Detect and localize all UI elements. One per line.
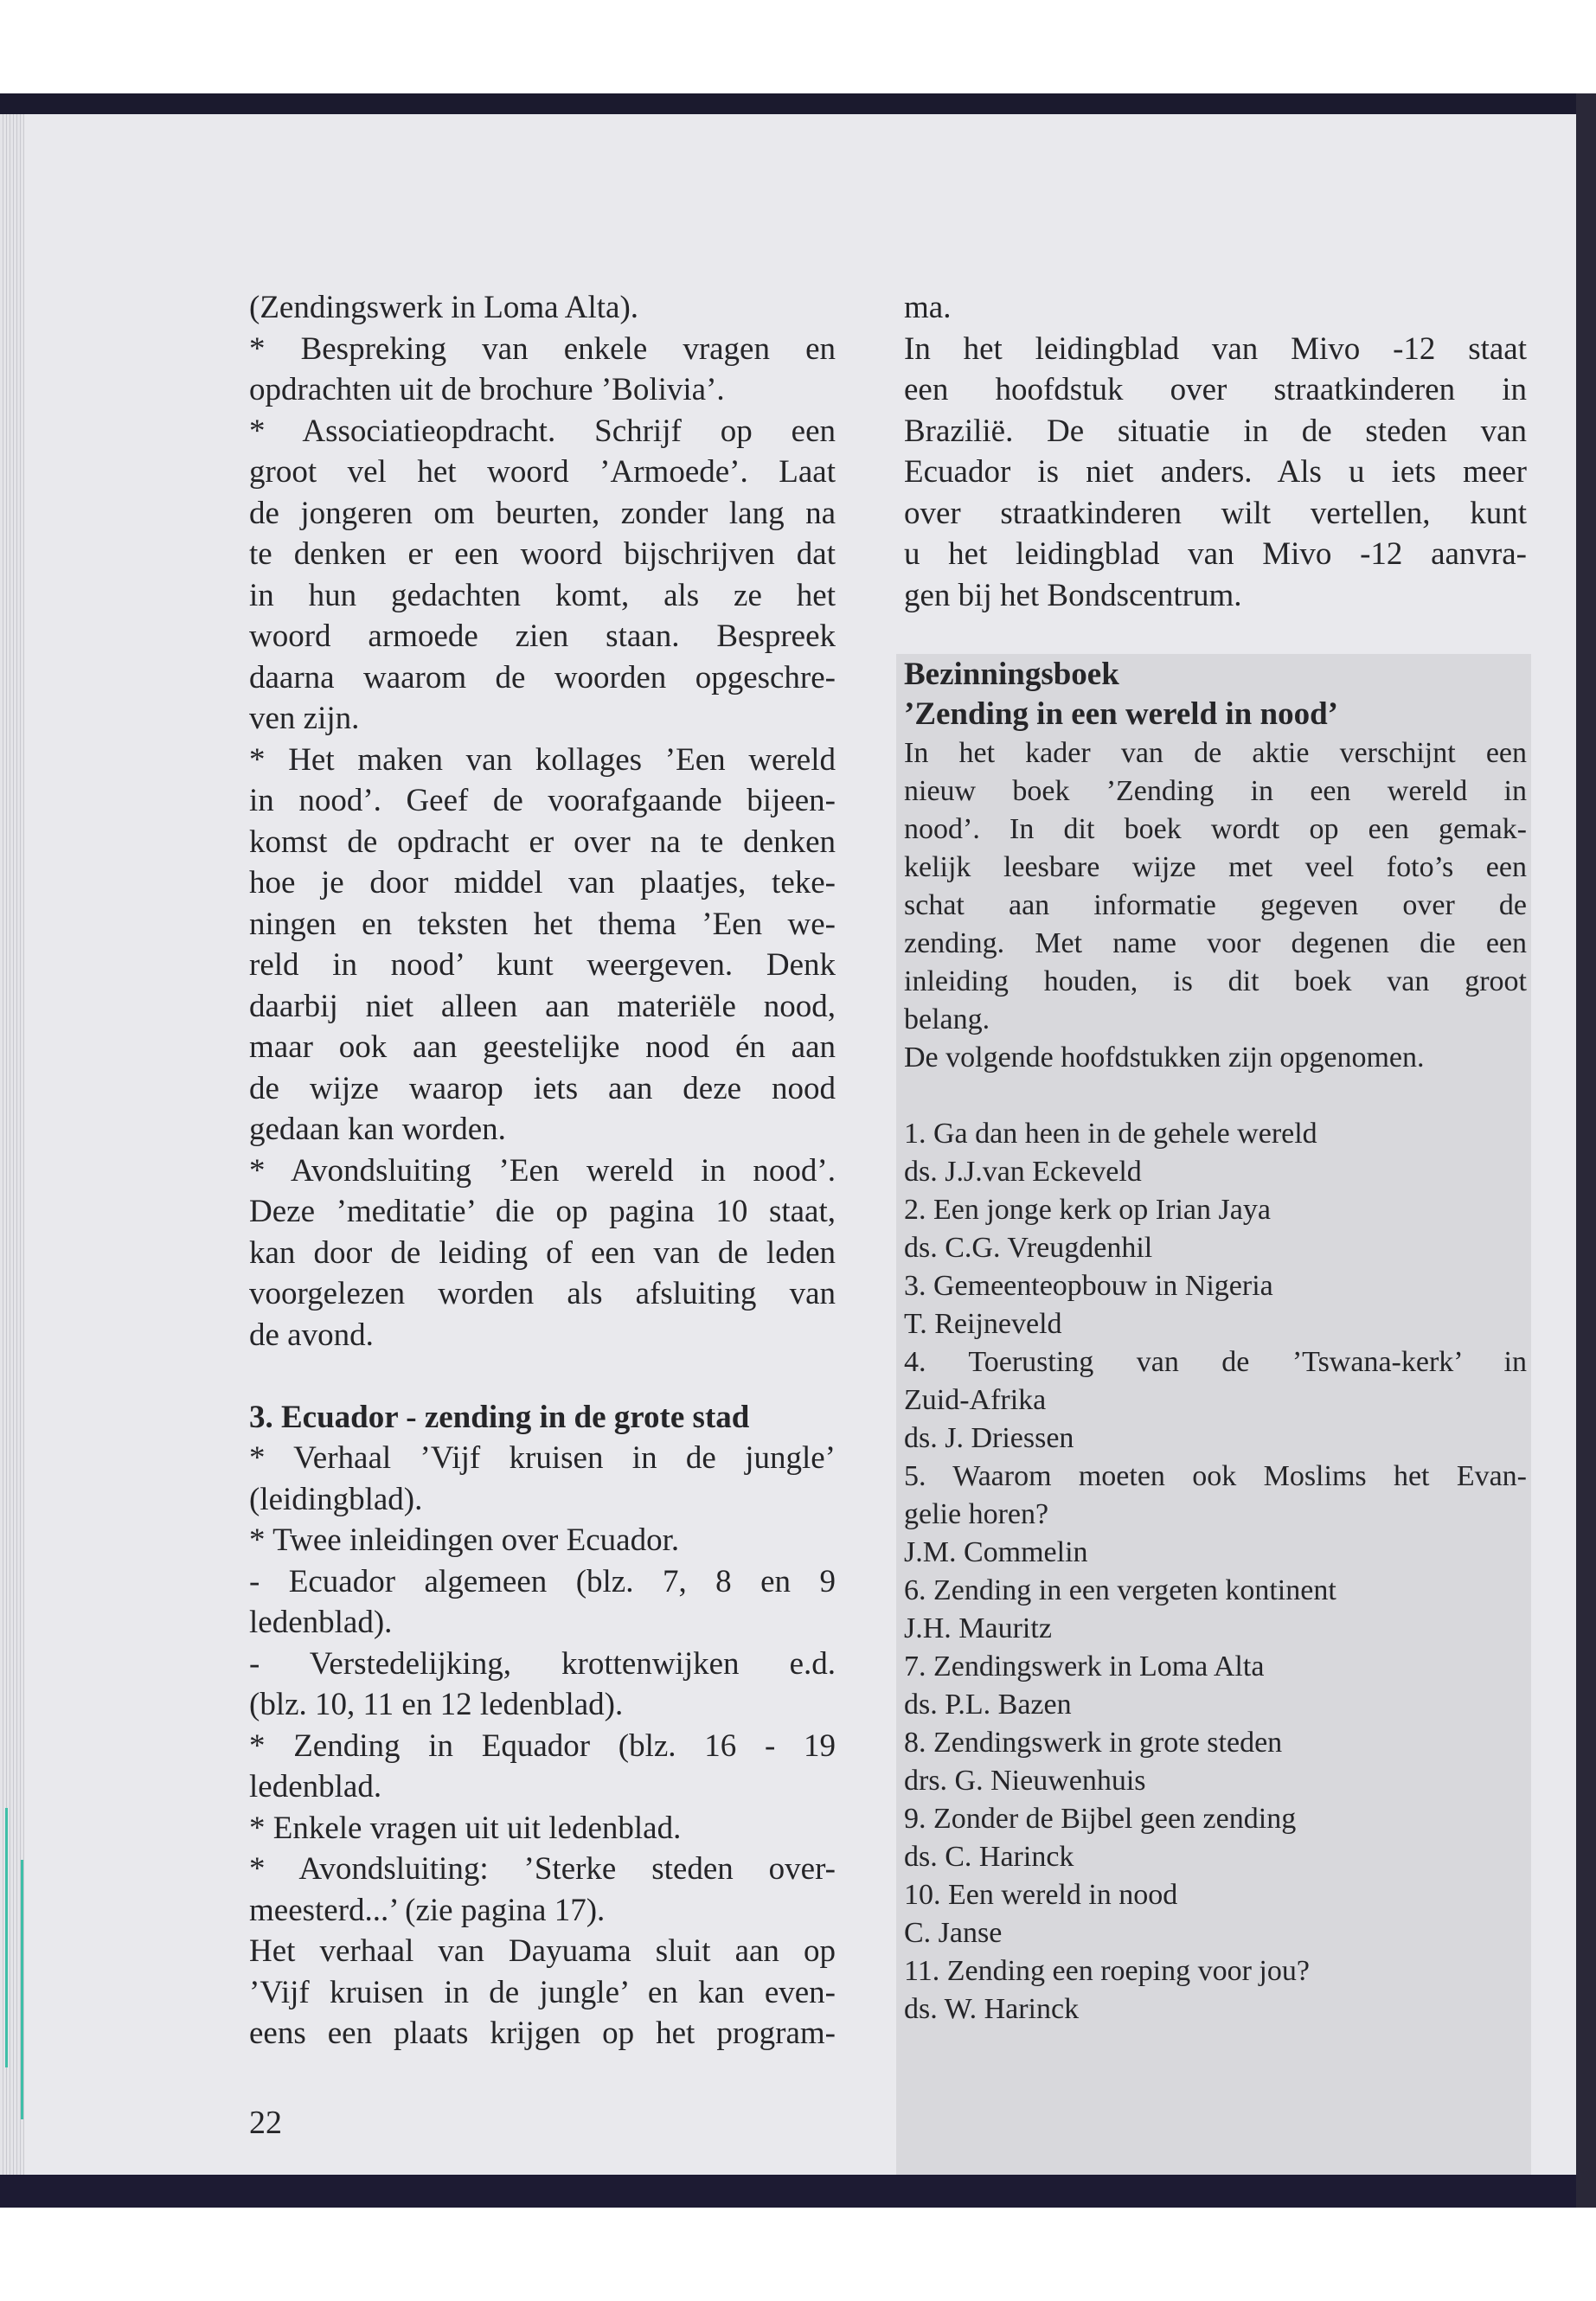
text-line: over straatkinderen wilt vertellen, kunt <box>904 495 1527 531</box>
chapter-author: drs. G. Nieuwenhuis <box>904 1765 1146 1797</box>
text-line: * Verhaal ’Vijf kruisen in de jungle’ <box>249 1440 836 1476</box>
text-line: maar ook aan geestelijke nood én aan <box>249 1029 836 1065</box>
text-line: voorgelezen worden als afsluiting van <box>249 1276 836 1311</box>
paragraph-gap <box>249 1356 836 1397</box>
paragraph-gap <box>904 1077 1527 1115</box>
scan-border-right <box>1576 93 1596 2208</box>
text-line: u het leidingblad van Mivo -12 aanvra- <box>904 536 1527 572</box>
chapter-title: 9. Zonder de Bijbel geen zending <box>904 1803 1297 1835</box>
box-heading: ’Zending in een wereld in nood’ <box>904 696 1338 732</box>
text-line: daarbij niet alleen aan materiële nood, <box>249 988 836 1024</box>
chapter-author: C. Janse <box>904 1917 1003 1949</box>
text-line: te denken er een woord bijschrijven dat <box>249 536 836 572</box>
text-line: gen bij het Bondscentrum. <box>904 577 1242 613</box>
chapter-title: 1. Ga dan heen in de gehele wereld <box>904 1118 1317 1150</box>
text-line: daarna waarom de woorden opgeschre- <box>249 659 836 695</box>
text-line: kelijk leesbare wijze met veel foto’s een <box>904 851 1527 883</box>
text-line: * Twee inleidingen over Ecuador. <box>249 1522 680 1558</box>
chapter-title: 11. Zending een roeping voor jou? <box>904 1955 1310 1987</box>
chapter-author: ds. W. Harinck <box>904 1993 1080 2025</box>
chapter-title: 7. Zendingswerk in Loma Alta <box>904 1650 1265 1682</box>
text-line: kan door de leiding of een van de leden <box>249 1234 836 1271</box>
chapter-title: 4. Toerusting van de ’Tswana-kerk’ in <box>904 1346 1527 1378</box>
chapter-author: J.M. Commelin <box>904 1536 1088 1568</box>
chapter-author: ds. C. Harinck <box>904 1841 1074 1873</box>
text-line: De volgende hoofdstukken zijn opgenomen. <box>904 1042 1425 1074</box>
text-line: opdrachten uit de brochure ’Bolivia’. <box>249 372 725 407</box>
book-sidebar-content <box>904 655 1527 2029</box>
text-line: * Het maken van kollages ’Een wereld <box>249 741 836 778</box>
chapter-title: 2. Een jonge kerk op Irian Jaya <box>904 1194 1271 1226</box>
text-line: hoe je door middel van plaatjes, teke- <box>249 865 836 901</box>
text-line: belang. <box>904 1003 990 1035</box>
chapter-author: T. Reijneveld <box>904 1308 1062 1340</box>
text-line: zending. Met name voor degenen die een <box>904 927 1527 959</box>
chapter-author: ds. C.G. Vreugdenhil <box>904 1232 1153 1264</box>
text-line: in hun gedachten komt, als ze het <box>249 577 836 613</box>
scan-border-bottom <box>0 2175 1596 2208</box>
text-line: ledenblad). <box>249 1605 393 1640</box>
text-line: gedaan kan worden. <box>249 1112 506 1147</box>
text-line: in nood’. Geef de voorafgaande bijeen- <box>249 783 836 818</box>
section-heading: 3. Ecuador - zending in de grote stad <box>249 1399 750 1435</box>
chapter-title: 3. Gemeenteopbouw in Nigeria <box>904 1270 1273 1302</box>
chapter-title: 10. Een wereld in nood <box>904 1879 1178 1911</box>
left-column <box>249 287 836 2095</box>
text-line: ledenblad. <box>249 1769 382 1804</box>
text-line: groot vel het woord ’Armoede’. Laat <box>249 454 836 490</box>
text-line: reld in nood’ kunt weergeven. Denk <box>249 947 836 983</box>
chapter-author: ds. J. Driessen <box>904 1422 1074 1454</box>
text-line: schat aan informatie gegeven over de <box>904 889 1527 921</box>
text-line: woord armoede zien staan. Bespreek <box>249 619 836 654</box>
box-heading: Bezinningsboek <box>904 657 1119 692</box>
page-edge-tab <box>21 1860 23 2119</box>
text-line: (leidingblad). <box>249 1481 423 1517</box>
text-line: nieuw boek ’Zending in een wereld in <box>904 775 1527 807</box>
text-line: de wijze waarop iets aan deze nood <box>249 1070 836 1106</box>
text-line: * Enkele vragen uit uit ledenblad. <box>249 1810 682 1846</box>
text-line: In het kader van de aktie verschijnt een <box>904 737 1527 769</box>
text-line: een hoofdstuk over straatkinderen in <box>904 372 1527 407</box>
text-line: ningen en teksten het thema ’Een we- <box>249 906 836 942</box>
chapter-author: J.H. Mauritz <box>904 1612 1052 1644</box>
chapter-title: 6. Zending in een vergeten kontinent <box>904 1574 1336 1606</box>
chapter-title: 8. Zendingswerk in grote steden <box>904 1727 1283 1759</box>
page-number: 22 <box>249 2105 282 2141</box>
text-line: * Zending in Equador (blz. 16 - 19 <box>249 1727 836 1764</box>
text-line: eens een plaats krijgen op het program- <box>249 2016 836 2051</box>
text-line: * Associatieopdracht. Schrijf op een <box>249 413 836 449</box>
text-line: * Avondsluiting ’Een wereld in nood’. <box>249 1152 836 1189</box>
text-line <box>249 2054 836 2096</box>
text-line: nood’. In dit boek wordt op een gemak- <box>904 813 1527 845</box>
chapter-author: ds. J.J.van Eckeveld <box>904 1156 1142 1188</box>
text-line: Ecuador is niet anders. Als u iets meer <box>904 454 1527 490</box>
text-line: Het verhaal van Dayuama sluit aan op <box>249 1933 836 1969</box>
text-line: ven zijn. <box>249 701 360 736</box>
text-line: * Bespreking van enkele vragen en <box>249 330 836 367</box>
chapter-author: ds. P.L. Bazen <box>904 1689 1072 1721</box>
text-line: Deze ’meditatie’ die op pagina 10 staat, <box>249 1194 836 1229</box>
text-line: - Ecuador algemeen (blz. 7, 8 en 9 <box>249 1563 836 1599</box>
text-line: In het leidingblad van Mivo -12 staat <box>904 330 1527 367</box>
page-edge-tab <box>5 1808 8 2067</box>
chapter-title: gelie horen? <box>904 1498 1049 1530</box>
text-line: inleiding houden, is dit boek van groot <box>904 965 1527 997</box>
right-column-text <box>904 287 1527 616</box>
chapter-title: 5. Waarom moeten ook Moslims het Evan- <box>904 1460 1527 1492</box>
text-line: komst de opdracht er over na te denken <box>249 824 836 860</box>
text-line: Brazilië. De situatie in de steden van <box>904 413 1527 449</box>
text-line: * Avondsluiting: ’Sterke steden over- <box>249 1851 836 1887</box>
text-line: de jongeren om beurten, zonder lang na <box>249 495 836 531</box>
text-line: - Verstedelijking, krottenwijken e.d. <box>249 1645 836 1682</box>
text-line: (blz. 10, 11 en 12 ledenblad). <box>249 1687 624 1722</box>
text-line: ’Vijf kruisen in de jungle’ en kan even- <box>249 1974 836 2010</box>
text-line: ma. <box>904 290 952 325</box>
text-line: meesterd...’ (zie pagina 17). <box>249 1892 606 1928</box>
text-line: (Zendingswerk in Loma Alta). <box>249 290 639 325</box>
text-line: de avond. <box>249 1317 374 1353</box>
chapter-title: Zuid-Afrika <box>904 1384 1047 1416</box>
